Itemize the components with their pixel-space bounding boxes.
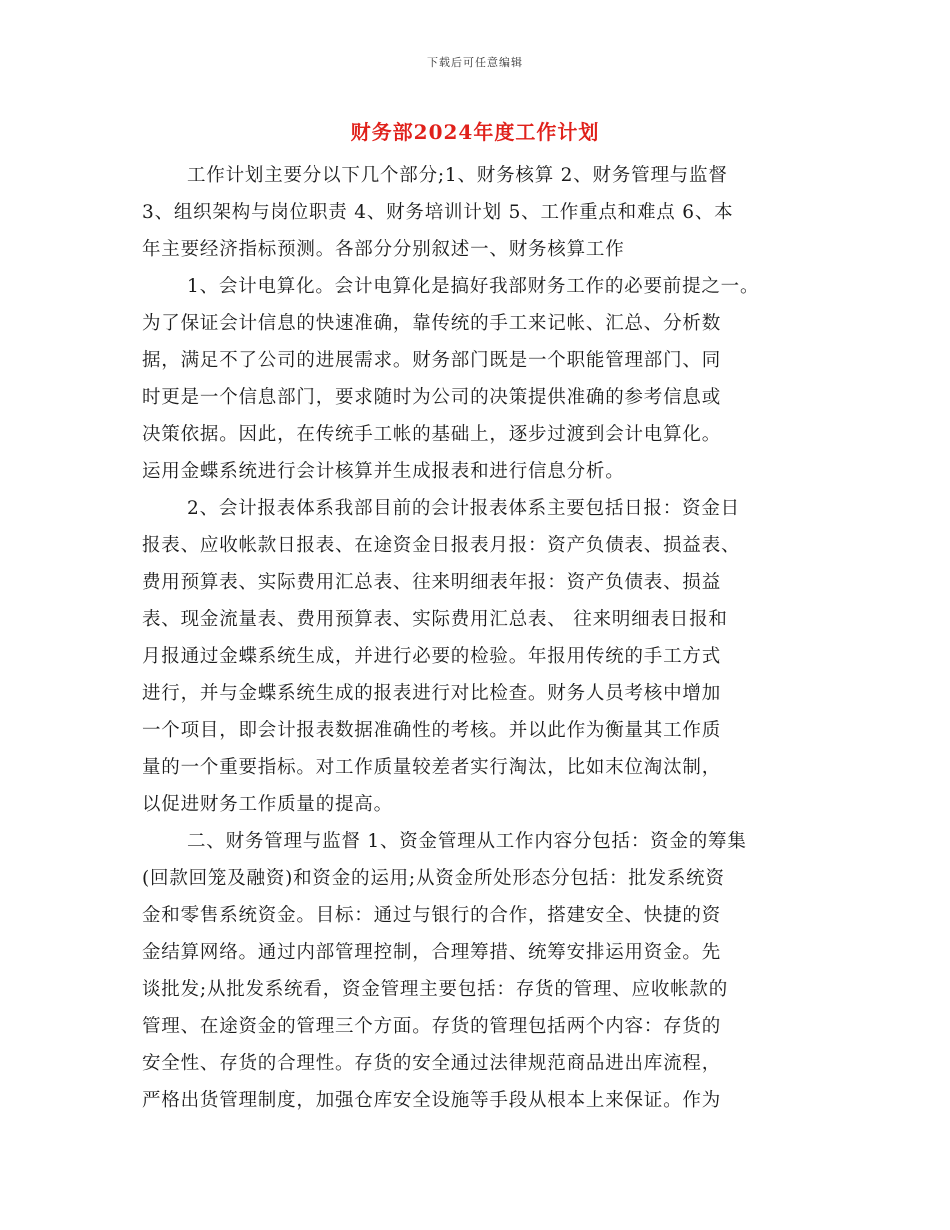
paragraph-line: 一个项目，即会计报表数据准确性的考核。并以此作为衡量其工作质 — [142, 720, 722, 741]
paragraph-line: 工作计划主要分以下几个部分;1、财务核算 2、财务管理与监督 — [187, 165, 728, 186]
paragraph-line: 3、组织架构与岗位职责 4、财务培训计划 5、工作重点和难点 6、本 — [142, 202, 734, 223]
paragraph-line: 量的一个重要指标。对工作质量较差者实行淘汰，比如末位淘汰制， — [142, 757, 722, 778]
document-body — [142, 157, 832, 1119]
paragraph-line: 决策依据。因此，在传统手工帐的基础上，逐步过渡到会计电算化。 — [142, 424, 722, 445]
paragraph-line: 运用金蝶系统进行会计核算并生成报表和进行信息分析。 — [142, 461, 625, 482]
paragraph-line: 报表、应收帐款日报表、在途资金日报表月报：资产负债表、损益表、 — [142, 535, 741, 556]
paragraph-line: 表、现金流量表、费用预算表、实际费用汇总表、 往来明细表日报和 — [142, 609, 728, 630]
page-header-note: 下载后可任意编辑 — [427, 56, 523, 69]
paragraph-line: 金结算网络。通过内部管理控制，合理筹措、统筹安排运用资金。先 — [142, 942, 722, 963]
paragraph-line: 时更是一个信息部门，要求随时为公司的决策提供准确的参考信息或 — [142, 387, 722, 408]
paragraph-line: 1、会计电算化。会计电算化是搞好我部财务工作的必要前提之一。 — [187, 276, 760, 297]
paragraph-line: (回款回笼及融资)和资金的运用;从资金所处形态分包括：批发系统资 — [142, 868, 725, 889]
paragraph-line: 进行，并与金蝶系统生成的报表进行对比检查。财务人员考核中增加 — [142, 683, 722, 704]
paragraph-line: 谈批发;从批发系统看，资金管理主要包括：存货的管理、应收帐款的 — [142, 979, 729, 1000]
document-title: 财务部2024年度工作计划 — [350, 120, 600, 144]
paragraph-line: 年主要经济指标预测。各部分分别叙述一、财务核算工作 — [142, 239, 625, 260]
paragraph-line: 安全性、存货的合理性。存货的安全通过法律规范商品进出库流程， — [142, 1053, 722, 1074]
paragraph-line: 管理、在途资金的管理三个方面。存货的管理包括两个内容：存货的 — [142, 1016, 722, 1037]
paragraph-line: 为了保证会计信息的快速准确，靠传统的手工来记帐、汇总、分析数 — [142, 313, 722, 334]
paragraph-line: 二、财务管理与监督 1、资金管理从工作内容分包括：资金的筹集 — [187, 831, 747, 852]
paragraph-line: 严格出货管理制度，加强仓库安全设施等手段从根本上来保证。作为 — [142, 1090, 722, 1111]
paragraph-line: 月报通过金蝶系统生成，并进行必要的检验。年报用传统的手工方式 — [142, 646, 722, 667]
paragraph-line: 据，满足不了公司的进展需求。财务部门既是一个职能管理部门、同 — [142, 350, 722, 371]
paragraph-line: 金和零售系统资金。目标：通过与银行的合作，搭建安全、快捷的资 — [142, 905, 722, 926]
paragraph-line: 以促进财务工作质量的提高。 — [142, 794, 393, 815]
paragraph-line: 费用预算表、实际费用汇总表、往来明细表年报：资产负债表、损益 — [142, 572, 722, 593]
paragraph-line: 2、会计报表体系我部目前的会计报表体系主要包括日报：资金日 — [187, 498, 740, 519]
